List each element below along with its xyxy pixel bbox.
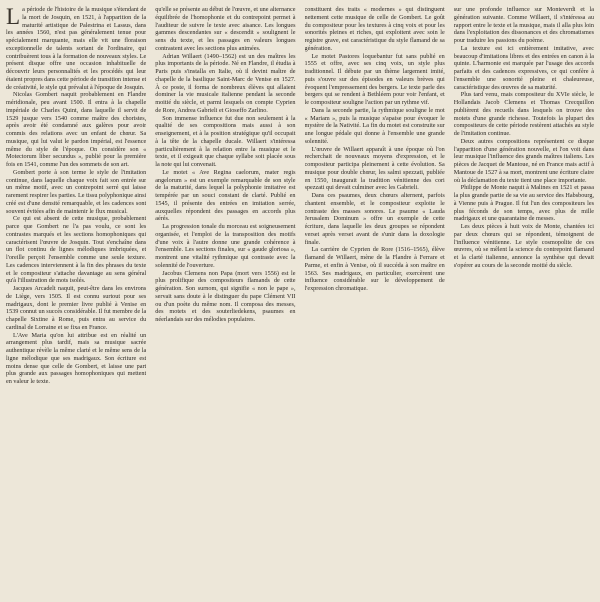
paragraph-text: Plus tard venu, mais compositeur du XVIe siècle, le Hollandais Jacob Clemens et Thomas Crecquillon publièrent des recueils dans lesquels on trouve des motets d'une grande richesse. Toutefois la plupart des compositeurs de cette période restèrent attachés au style de l'imitation continue.: [453, 91, 594, 137]
paragraph: [6, 6, 146, 91]
paragraph: [155, 270, 295, 324]
paragraph-text: Jacobus Clemens non Papa (mort vers 1556) est le plus prolifique des compositeurs flamands de cette génération. Son surnom, qui signifie « non le pape », servait sans doute à le distinguer du pape Clément VII ou d'un poète du même nom. Il composa des messes, des motets et des souterliedekens, psaumes en néerlandais sur des mélodies populaires.: [155, 269, 296, 323]
column-4: [454, 6, 594, 598]
paragraph-text: Philippe de Monte naquit à Malines en 1521 et passa la plus grande partie de sa vie au service des Habsbourg, à Vienne puis à Prague. Il fut l'un des compositeurs les plus féconds de son temps, avec plus de mille madrigaux et une quarantaine de messes.: [453, 184, 594, 223]
paragraph-text: qu'elle se présente au début de l'œuvre, et une alternance équilibrée de l'homophonie et du contrepoint permet à l'auditeur de suivre le texte avec aisance. Les longues gammes descendantes sur « descendit » soulignent le sens du texte, et les passages en valeurs longues contrastent avec les sections plus animées.: [155, 6, 296, 52]
paragraph-text: sur une profonde influence sur Monteverdi et la génération suivante. Comme Willaert, il s'intéressa au rapport entre le texte et la musique, mais il alla plus loin dans l'exploitation des dissonances et des chromatismes pour traduire les passions du poème.: [453, 6, 594, 44]
column-1: [6, 6, 146, 598]
paragraph-text: La texture est ici entièrement imitative, avec beaucoup d'imitations libres et des entrées en canon à la quinte. L'harmonie est marquée par l'usage des accords parfaits et des cadences expressives, ce qui confère à l'ensemble une sonorité pleine et chaleureuse, caractéristique des œuvres de sa maturité.: [453, 44, 594, 91]
paragraph-text: L'Ave Maria qu'on lui attribue est en réalité un arrangement plus tardif, mais sa musique sacrée authentique révèle la même clarté et le même sens de la ligne mélodique que ses madrigaux. Son écriture est moins dense que celle de Gombert, et laisse une part plus grande aux passages homophoniques qui mettent en valeur le texte.: [6, 331, 147, 385]
paragraph-text: Dans la seconde partie, la rythmique souligne le mot « Mariam », puis la musique s'apaise pour évoquer le mystère de la Nativité. La fin du motet est construite sur une longue pédale qui donne à l'ensemble une grande solennité.: [304, 106, 445, 145]
paragraph: [305, 246, 445, 293]
paragraph: [454, 138, 594, 185]
paragraph-text: constituent des traits « modernes » qui distinguent nettement cette musique de celle de Gombert. Le goût du compositeur pour les textures à cinq voix et pour les sonorités pleines et riches, qui exploitent avec soin le registre grave, est caractéristique du style flamand de sa génération.: [304, 6, 445, 52]
paragraph-text: Deux autres compositions représentent ce disque l'apparition d'une génération nouvelle, et l'on voit dans leur musique l'influence des grands maîtres italiens. Les pièces de Jacquet de Mantoue, né en France mais actif à Mantoue de 1527 à sa mort, montrent une écriture claire où la déclamation du texte tient une place importante.: [453, 137, 594, 184]
paragraph: [6, 91, 146, 169]
paragraph: [155, 115, 295, 169]
paragraph-text: Nicolas Gombert naquit probablement en Flandre méridionale, peu avant 1500. Il entra à la chapelle impériale de Charles Quint, dans laquelle il servit de 1529 jusque vers 1540 comme maître des choristes, après avoir été condamné aux galères pour avoir commis des relations avec un enfant de chœur. Sa musique, qui lui valut le pardon impérial, est l'essence même du style de l'époque. On considère son « Motectorum liber secundus », publié pour la première fois en 1541, comme l'un des sommets de son art.: [6, 91, 147, 168]
paragraph-text: Adrian Willaert (1490–1562) est un des maîtres les plus importants de la période. Né en Flandre, il étudia à Paris puis s'installa en Italie, où il devint maître de chapelle de la basilique Saint-Marc de Venise en 1527. À ce poste, il forma de nombreux élèves qui allaient dominer la vie musicale italienne pendant la seconde moitié du siècle, et parmi lesquels on compte Cyprien de Rore, Andrea Gabrieli et Gioseffo Zarlino.: [155, 52, 296, 114]
paragraph-text: Le motet Pastores loquebantur fut sans publié en 1555 et offre, avec ses cinq voix, un style plus traditionnel. Il débute par un thème largement imité, puis s'ouvre sur des épisodes en valeurs brèves qui évoquent l'empressement des bergers. Le texte parle des bergers qui se rendent à Bethléem pour voir l'enfant, et le compositeur souligne l'action par un rythme vif.: [304, 52, 445, 106]
paragraph: [454, 6, 594, 45]
paragraph: [454, 45, 594, 92]
paragraph-text: Dans ces psaumes, deux chœurs alternent, parfois chantent ensemble, et le compositeur exploite le contraste des masses sonores. Le psaume « Lauda Jerusalem Dominum » offre un exemple de cette écriture, dans laquelle les deux groupes se répondent verset après verset avant de s'unir dans la doxologie finale.: [304, 192, 445, 246]
paragraph-text: Les deux pièces à huit voix de Monte, chantées ici par deux chœurs qui se répondent, témoignent de l'influence vénitienne. Le style cosmopolite de ces œuvres, où se mêlent la science du contrepoint flamand et la clarté italienne, annonce la synthèse qui devait s'opérer au cours de la seconde moitié du siècle.: [453, 223, 594, 269]
paragraph-text: La carrière de Cyprien de Rore (1516–1565), élève flamand de Willaert, mène de la Flandre à Ferrare et Parme, et enfin à Venise, où il succéda à son maître en 1563. Ses madrigaux, en particulier, exercèrent une influence considérable sur le développement de l'expression chromatique.: [304, 246, 445, 292]
paragraph: [155, 6, 295, 53]
paragraph: [6, 169, 146, 216]
paragraph: [155, 169, 295, 223]
paragraph: [305, 107, 445, 146]
paragraph: [454, 184, 594, 223]
paragraph: [305, 146, 445, 193]
paragraph: [305, 6, 445, 53]
paragraph: [155, 53, 295, 115]
paragraph: [305, 192, 445, 246]
column-3: [305, 6, 445, 598]
paragraph-text: La progression tonale du morceau est soigneusement organisée, et l'emploi de la transposition des motifs d'une voix à l'autre donne une grande cohérence à l'ensemble. Les sections finales, sur « gaude gloriosa », montrent une vitalité rythmique qui contraste avec la solennité de l'ouverture.: [155, 223, 296, 269]
paragraph-text: Gombert porte à son terme le style de l'imitation continue, dans laquelle chaque voix fait son entrée sur un même motif, avec un contrepoint serré qui laisse rarement respirer les parties. Le tissu polyphonique ainsi créé est d'une densité remarquable, et les cadences sont souvent évitées afin de maintenir le flux musical.: [6, 168, 147, 215]
paragraph: [454, 223, 594, 270]
text-columns: [6, 6, 594, 598]
paragraph-text: a période de l'histoire de la musique s'étendant de la mort de Josquin, en 1521, à l'apparition de la maturité artistique de Palestrina et Lassus, dans les années 1560, n'est pas généralement tenue pour spécialement marquante, mais elle vit une floraison exceptionnelle de talents sortant de l'ordinaire, qui contribuèrent tous à la formation de nouveaux styles. Le présent disque offre une occasion inhabituelle de découvrir leurs personnalités et les procédés qui leur étaient propres dans cette période de transition intense et de créativité, le style qui prévalut à l'époque de Josquin.: [6, 6, 147, 91]
paragraph-text: Jacques Arcadelt naquit, peut-être dans les environs de Liège, vers 1505. Il est connu surtout pour ses madrigaux, dont le premier livre publié à Venise en 1539 connut un succès considérable. Il fut membre de la chapelle Sixtine à Rome, puis entra au service du cardinal de Lorraine et se fixa en France.: [6, 285, 147, 331]
paragraph: [6, 332, 146, 386]
drop-cap: L: [6, 6, 21, 29]
paragraph-text: Ce qui est absent de cette musique, probablement parce que Gombert ne l'a pas voulu, ce sont les contrastes marqués et les sections homophoniques qui caractérisent l'œuvre de Josquin. Tout s'enchaîne dans un flot continu de lignes mélodiques imbriquées, et l'oreille perçoit l'ensemble comme une seule texture. Les cadences interviennent à la fin des phrases du texte et le compositeur s'attache davantage au sens général qu'à l'illustration de mots isolés.: [6, 215, 147, 285]
paragraph: [305, 53, 445, 107]
paragraph: [454, 91, 594, 138]
column-2: [155, 6, 295, 598]
paragraph: [6, 215, 146, 285]
paragraph: [155, 223, 295, 270]
paragraph-text: L'œuvre de Willaert apparaît à une époque où l'on recherchait de nouveaux moyens d'expression, et le compositeur participa pleinement à cette évolution. Sa musique pour double chœur, les salmi spezzati, publiée en 1550, inaugurait la tradition vénitienne des cori spezzati qui devait culminer avec les Gabrieli.: [304, 145, 445, 192]
paragraph-text: Le motet « Ave Regina caelorum, mater regis angelorum » est un exemple remarquable de son style de la maturité, dans lequel la polyphonie imitative est tempérée par un souci constant de clarté. Publié en 1545, il présente des entrées en imitation serrée, auxquelles répondent des passages en accords plus aérés.: [155, 168, 296, 223]
paragraph: [6, 285, 146, 332]
paragraph-text: Son immense influence fut due non seulement à la qualité de ses compositions mais aussi à son enseignement, et à la position stratégique qu'il occupait à la tête de la chapelle ducale. Willaert s'intéressa particulièrement à la relation entre la musique et le texte, et il exigeait que chaque syllabe soit placée sous la note qui lui convenait.: [155, 114, 296, 168]
